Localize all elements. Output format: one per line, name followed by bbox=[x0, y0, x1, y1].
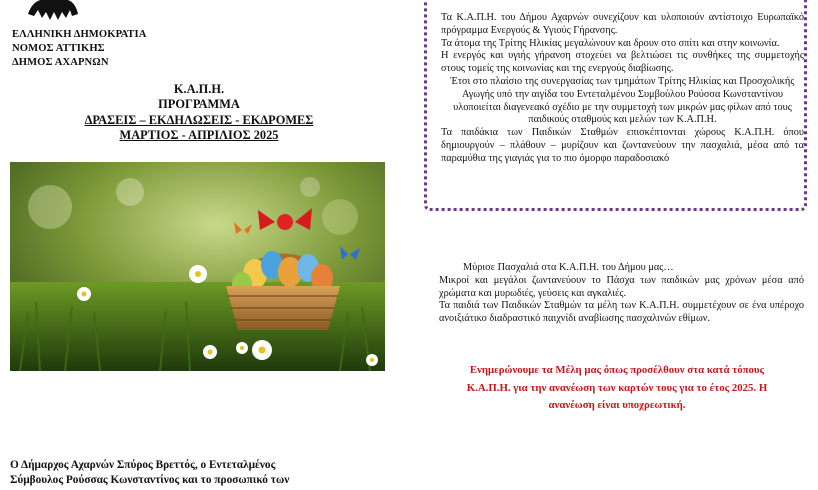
program-paragraph-1: Τα Κ.Α.Π.Η. του Δήμου Αχαρνών συνεχίζουν και υλοποιούν αντίστοιχο Ευρωπαϊκό πρόγραμμα Ενεργούς & Υγιούς Γήρανσης. bbox=[441, 12, 804, 36]
program-paragraph-2: Τα άτομα της Τρίτης Ηλικίας μεγαλώνουν και δρουν στο σπίτι και στην κοινωνία. bbox=[441, 37, 780, 49]
footer-line-1: Ο Δήμαρχος Αχαρνών Σπύρος Βρεττός, ο Εντεταλμένος bbox=[10, 459, 276, 471]
easter-basket-photo bbox=[10, 162, 385, 371]
title-activities: ΔΡΑΣΕΙΣ – ΕΚΔΗΛΩΣΕΙΣ - ΕΚΔΡΟΜΕΣ bbox=[84, 113, 314, 127]
title-kapi: Κ.Α.Π.Η. bbox=[173, 82, 225, 96]
easter-paragraph-1: Μικροί και μεγάλοι ζωντανεύουν το Πάσχα των παιδικών μας χρόνων μέσα από χρώματα και μυρωδιές, γεύσεις και αγκαλιές. bbox=[439, 274, 804, 299]
program-paragraph-4: Έτσι στο πλαίσιο της συνεργασίας των τμημάτων Τρίτης Ηλικίας και Προσχολικής Αγωγής υπό την αιγίδα του Εντεταλμένου Συμβούλου Ρούσσα Κωνσταντίνου υλοποιείται διαγενεακό σχέδιο με την συμμετοχή των μικρών μας φίλων από τους παιδικούς σταθμούς και μελών των Κ.Α.Π.Η. bbox=[450, 75, 795, 126]
header-municipality: ΔΗΜΟΣ ΑΧΑΡΝΩΝ bbox=[12, 57, 109, 68]
program-paragraph-5: Τα παιδάκια των Παιδικών Σταθμών επισκέπτονται χώρους Κ.Α.Π.Η. όπου δημιουργούν – πλάθουν – μυρίζουν και ζωντανεύουν την πασχαλιά, μέσα από τα παραμύθια της γιαγιάς για το πιο όμορφο παραδοσιακό bbox=[441, 127, 804, 164]
header-prefecture: ΝΟΜΟΣ ΑΤΤΙΚΗΣ bbox=[12, 43, 105, 54]
easter-section bbox=[439, 262, 804, 326]
header-country: ΕΛΛΗΝΙΚΗ ΔΗΜΟΚΡΑΤΙΑ bbox=[12, 29, 147, 40]
program-info-text bbox=[441, 12, 804, 166]
renewal-notice: Ενημερώνουμε τα Μέλη μας όπως προσέλθουν στα κατά τόπους Κ.Α.Π.Η. για την ανανέωση των καρτών τους για το έτος 2025. Η ανανέωση είναι υποχρεωτική. bbox=[466, 364, 768, 411]
program-paragraph-3: Η ενεργός και υγιής γήρανση στοχεύει να βελτιώσει τις συνθήκες της συμμετοχής στους τομείς της κοινωνίας και της ενεργούς διαβίωσης. bbox=[441, 50, 804, 75]
footer-line-2: Σύμβουλος Ρούσσας Κωνσταντίνος και το προσωπικό των bbox=[10, 474, 290, 486]
easter-heading: Μύρισε Πασχαλιά στα Κ.Α.Π.Η. του Δήμου μας… bbox=[463, 262, 674, 273]
title-program: ΠΡΟΓΡΑΜΜΑ bbox=[158, 97, 240, 111]
easter-paragraph-2: Τα παιδιά των Παιδικών Σταθμών τα μέλη των Κ.Α.Π.Η. συμμετέχουν σε ένα υπέροχο ανοιξιάτικο διαδραστικό παιχνίδι αναβίωσης πασχαλινών εθίμων. bbox=[439, 300, 804, 325]
municipality-emblem-icon bbox=[26, 0, 80, 22]
title-period: ΜΑΡΤΙΟΣ - ΑΠΡΙΛΙΟΣ 2025 bbox=[119, 128, 279, 142]
